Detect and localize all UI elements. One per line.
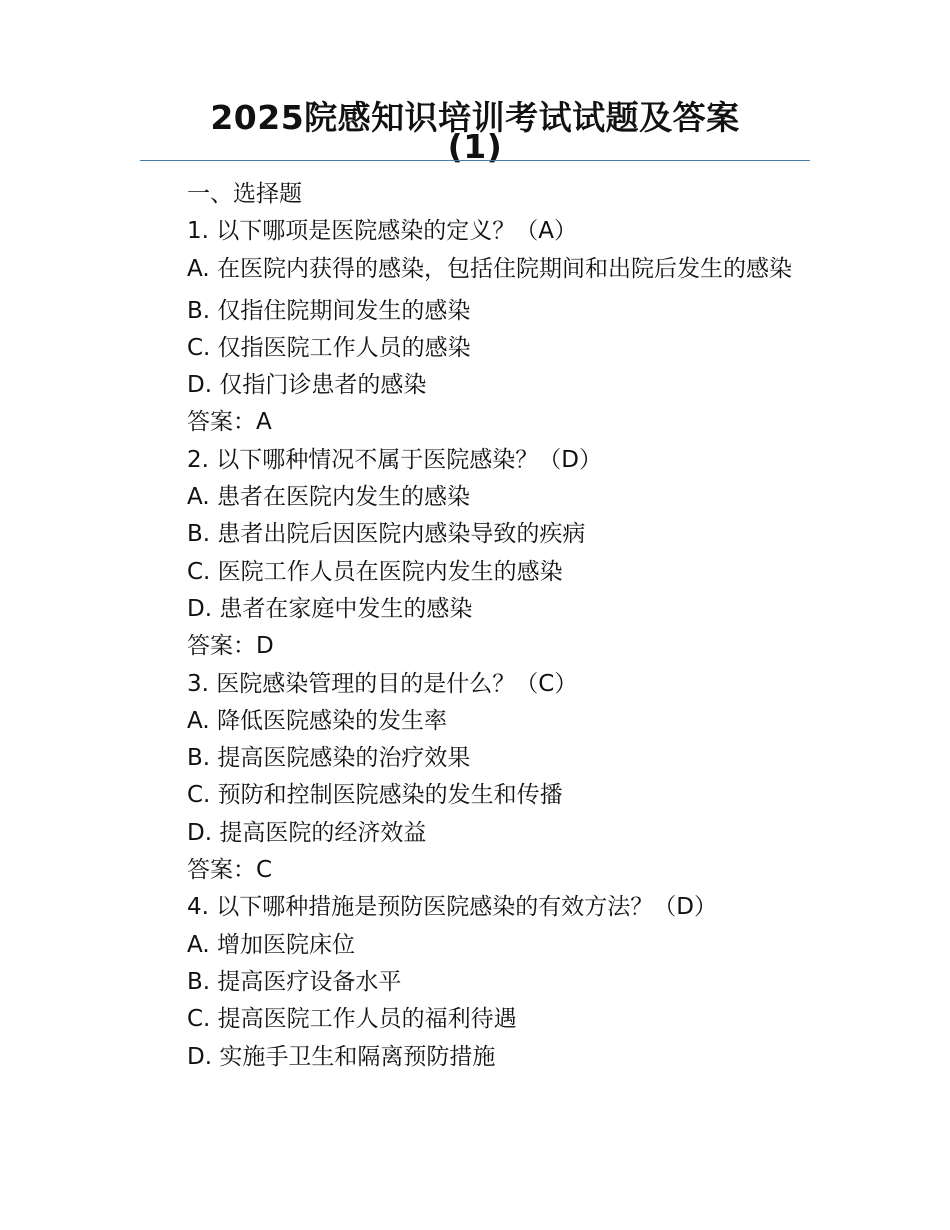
- q4-option-c: C. 提高医院工作人员的福利待遇: [187, 1006, 517, 1033]
- question-3: 3. 医院感染管理的目的是什么？（C）: [187, 670, 578, 697]
- q1-option-a: A. 在医院内获得的感染，包括住院期间和出院后发生的感染: [187, 255, 792, 282]
- q2-option-d: D. 患者在家庭中发生的感染: [187, 595, 473, 622]
- question-2: 2. 以下哪种情况不属于医院感染？（D）: [187, 446, 602, 473]
- question-1: 1. 以下哪项是医院感染的定义？（A）: [187, 218, 577, 245]
- question-4: 4. 以下哪种措施是预防医院感染的有效方法？（D）: [187, 894, 717, 921]
- document-body: [140, 176, 810, 1076]
- q3-option-d: D. 提高医院的经济效益: [187, 819, 427, 846]
- q4-option-b: B. 提高医疗设备水平: [187, 968, 402, 995]
- q3-option-c: C. 预防和控制医院感染的发生和传播: [187, 782, 563, 809]
- q3-option-b: B. 提高医院感染的治疗效果: [187, 745, 471, 772]
- section-heading: 一、选择题: [187, 181, 302, 207]
- q1-option-d: D. 仅指门诊患者的感染: [187, 372, 427, 399]
- document-title: [140, 98, 810, 166]
- q2-option-c: C. 医院工作人员在医院内发生的感染: [187, 558, 563, 585]
- title-divider: [140, 160, 810, 161]
- title-main: 2025院感知识培训考试试题及答案: [210, 98, 740, 137]
- q3-option-a: A. 降低医院感染的发生率: [187, 707, 447, 734]
- q1-option-b: B. 仅指住院期间发生的感染: [187, 297, 471, 324]
- q2-answer: 答案：D: [187, 633, 274, 660]
- q4-option-d: D. 实施手卫生和隔离预防措施: [187, 1043, 496, 1070]
- title-sub: (1): [447, 127, 503, 166]
- q1-answer: 答案：A: [187, 409, 272, 436]
- q4-option-a: A. 增加医院床位: [187, 931, 355, 958]
- q1-option-c: C. 仅指医院工作人员的感染: [187, 334, 471, 361]
- q2-option-a: A. 患者在医院内发生的感染: [187, 484, 470, 511]
- q2-option-b: B. 患者出院后因医院内感染导致的疾病: [187, 521, 586, 548]
- q3-answer: 答案：C: [187, 857, 273, 884]
